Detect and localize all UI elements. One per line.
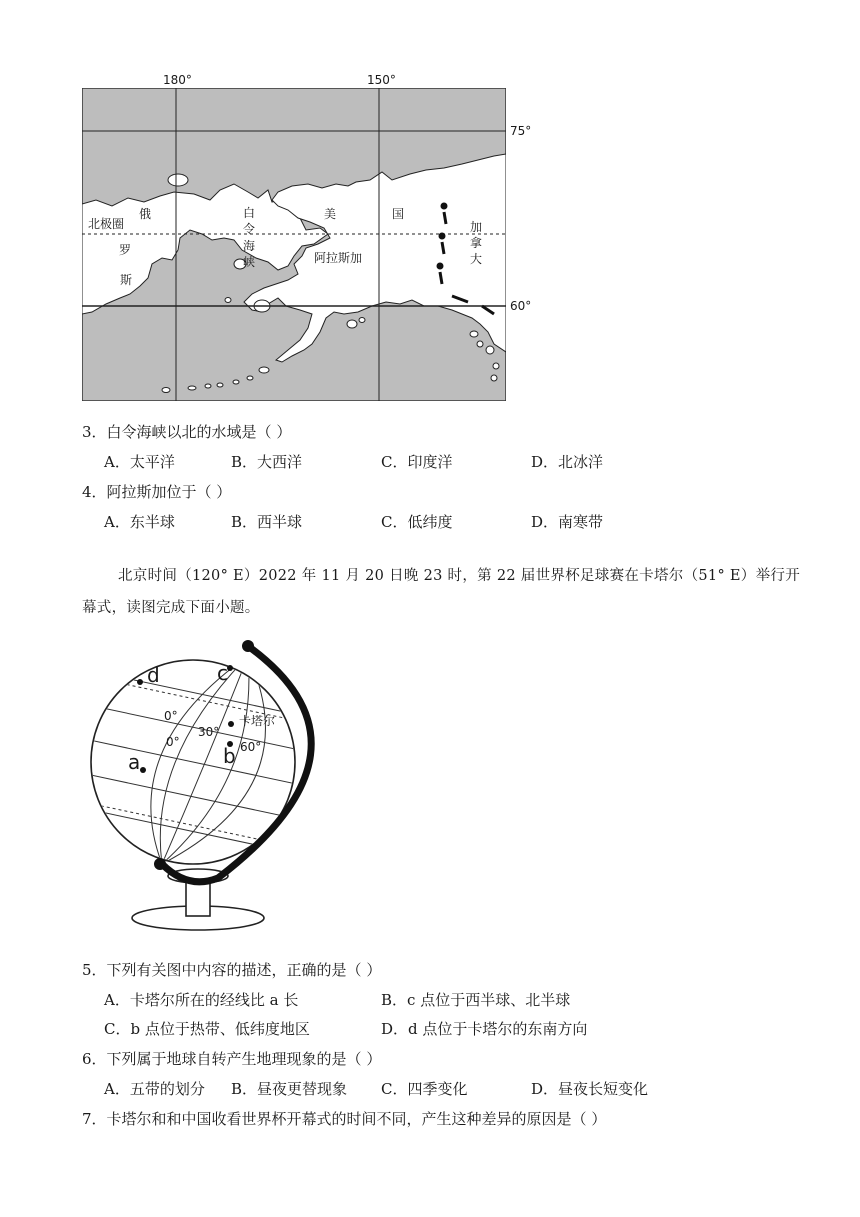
question-3-option-a[interactable]: A．太平洋 [104,453,175,471]
label-lon60: 60° [240,740,262,754]
island [491,375,497,381]
usa-label-2: 国 [392,207,405,221]
question-3-option-b[interactable]: B．大西洋 [231,453,303,471]
canada-label-1: 加 [470,220,483,234]
passage-line-2: 幕式，读图完成下面小题。 [82,600,260,616]
island [188,386,196,390]
question-6-option-b[interactable]: B．昼夜更替现象 [231,1080,348,1098]
island [233,380,239,384]
question-4-option-a[interactable]: A．东半球 [104,513,175,531]
island [247,376,253,380]
usa-label-1: 美 [324,207,337,221]
question-6-option-a[interactable]: A．五带的划分 [104,1080,205,1098]
point-d [137,679,143,685]
label-d: d [147,663,160,687]
canada-label-3: 大 [470,252,483,266]
lon-label-150: 150° [367,73,396,87]
globe-figure [88,628,338,934]
canada-label-2: 拿 [470,236,483,250]
island [359,318,365,323]
island [168,174,188,186]
question-5-option-b[interactable]: B．c 点位于西半球、北半球 [381,991,571,1009]
question-5-option-c[interactable]: C．b 点位于热带、低纬度地区 [104,1020,310,1038]
island [205,384,211,388]
question-6-option-d[interactable]: D．昼夜长短变化 [531,1080,649,1098]
south-pole-cap [154,858,166,870]
label-lat30: 30° [198,725,220,739]
question-6-option-c[interactable]: C．四季变化 [381,1080,468,1098]
question-6-stem: 6．下列属于地球自转产生地理现象的是（ ） [82,1050,382,1068]
question-4-option-c[interactable]: C．低纬度 [381,513,453,531]
alaska-label: 阿拉斯加 [314,251,363,265]
arctic-circle-label: 北极圈 [88,217,125,231]
globe-stand [132,869,264,930]
question-5-stem: 5．下列有关图中内容的描述，正确的是（ ） [82,961,382,979]
island [470,331,478,337]
question-5-option-a[interactable]: A．卡塔尔所在的经线比 a 长 [104,991,299,1009]
question-4-stem: 4．阿拉斯加位于（ ） [82,483,232,501]
question-3-option-d[interactable]: D．北冰洋 [531,453,604,471]
lat-label-75: 75° [510,124,532,138]
lat-label-60: 60° [510,299,532,313]
question-3-option-c[interactable]: C．印度洋 [381,453,453,471]
lon-label-180: 180° [163,73,192,87]
bering-label-4: 峡 [243,255,256,269]
bering-label-3: 海 [243,239,256,253]
label-qatar: 卡塔尔 [239,714,276,728]
island [486,346,494,354]
bering-label-1: 白 [243,206,256,220]
point-a [140,767,146,773]
island [259,367,269,373]
russia-label-3: 斯 [120,273,133,287]
island [225,298,231,303]
alaska-map [82,88,506,401]
point-qatar [228,721,234,727]
question-7-stem: 7．卡塔尔和和中国收看世界杯开幕式的时间不同，产生这种差异的原因是（ ） [82,1110,607,1128]
passage-line-1: 北京时间（120° E）2022 年 11 月 20 日晚 23 时，第 22 届世界杯足球赛在卡塔尔（51° E）举行开 [118,568,800,584]
label-lat0: 0° [166,735,180,749]
north-pole-cap [242,640,254,652]
island [217,383,223,387]
island [162,388,170,393]
label-a: a [128,750,141,774]
label-lon0: 0° [164,709,178,723]
label-c: c [217,661,228,685]
question-5-option-d[interactable]: D．d 点位于卡塔尔的东南方向 [381,1020,588,1038]
russia-label-1: 俄 [139,207,152,221]
question-4-option-d[interactable]: D．南寒带 [531,513,604,531]
label-b: b [223,744,236,768]
bering-label-2: 令 [243,222,256,236]
question-4-option-b[interactable]: B．西半球 [231,513,303,531]
island [347,320,357,328]
russia-label-2: 罗 [119,243,132,257]
island [493,363,499,369]
island [477,341,483,347]
question-3-stem: 3．白令海峡以北的水域是（ ） [82,423,292,441]
